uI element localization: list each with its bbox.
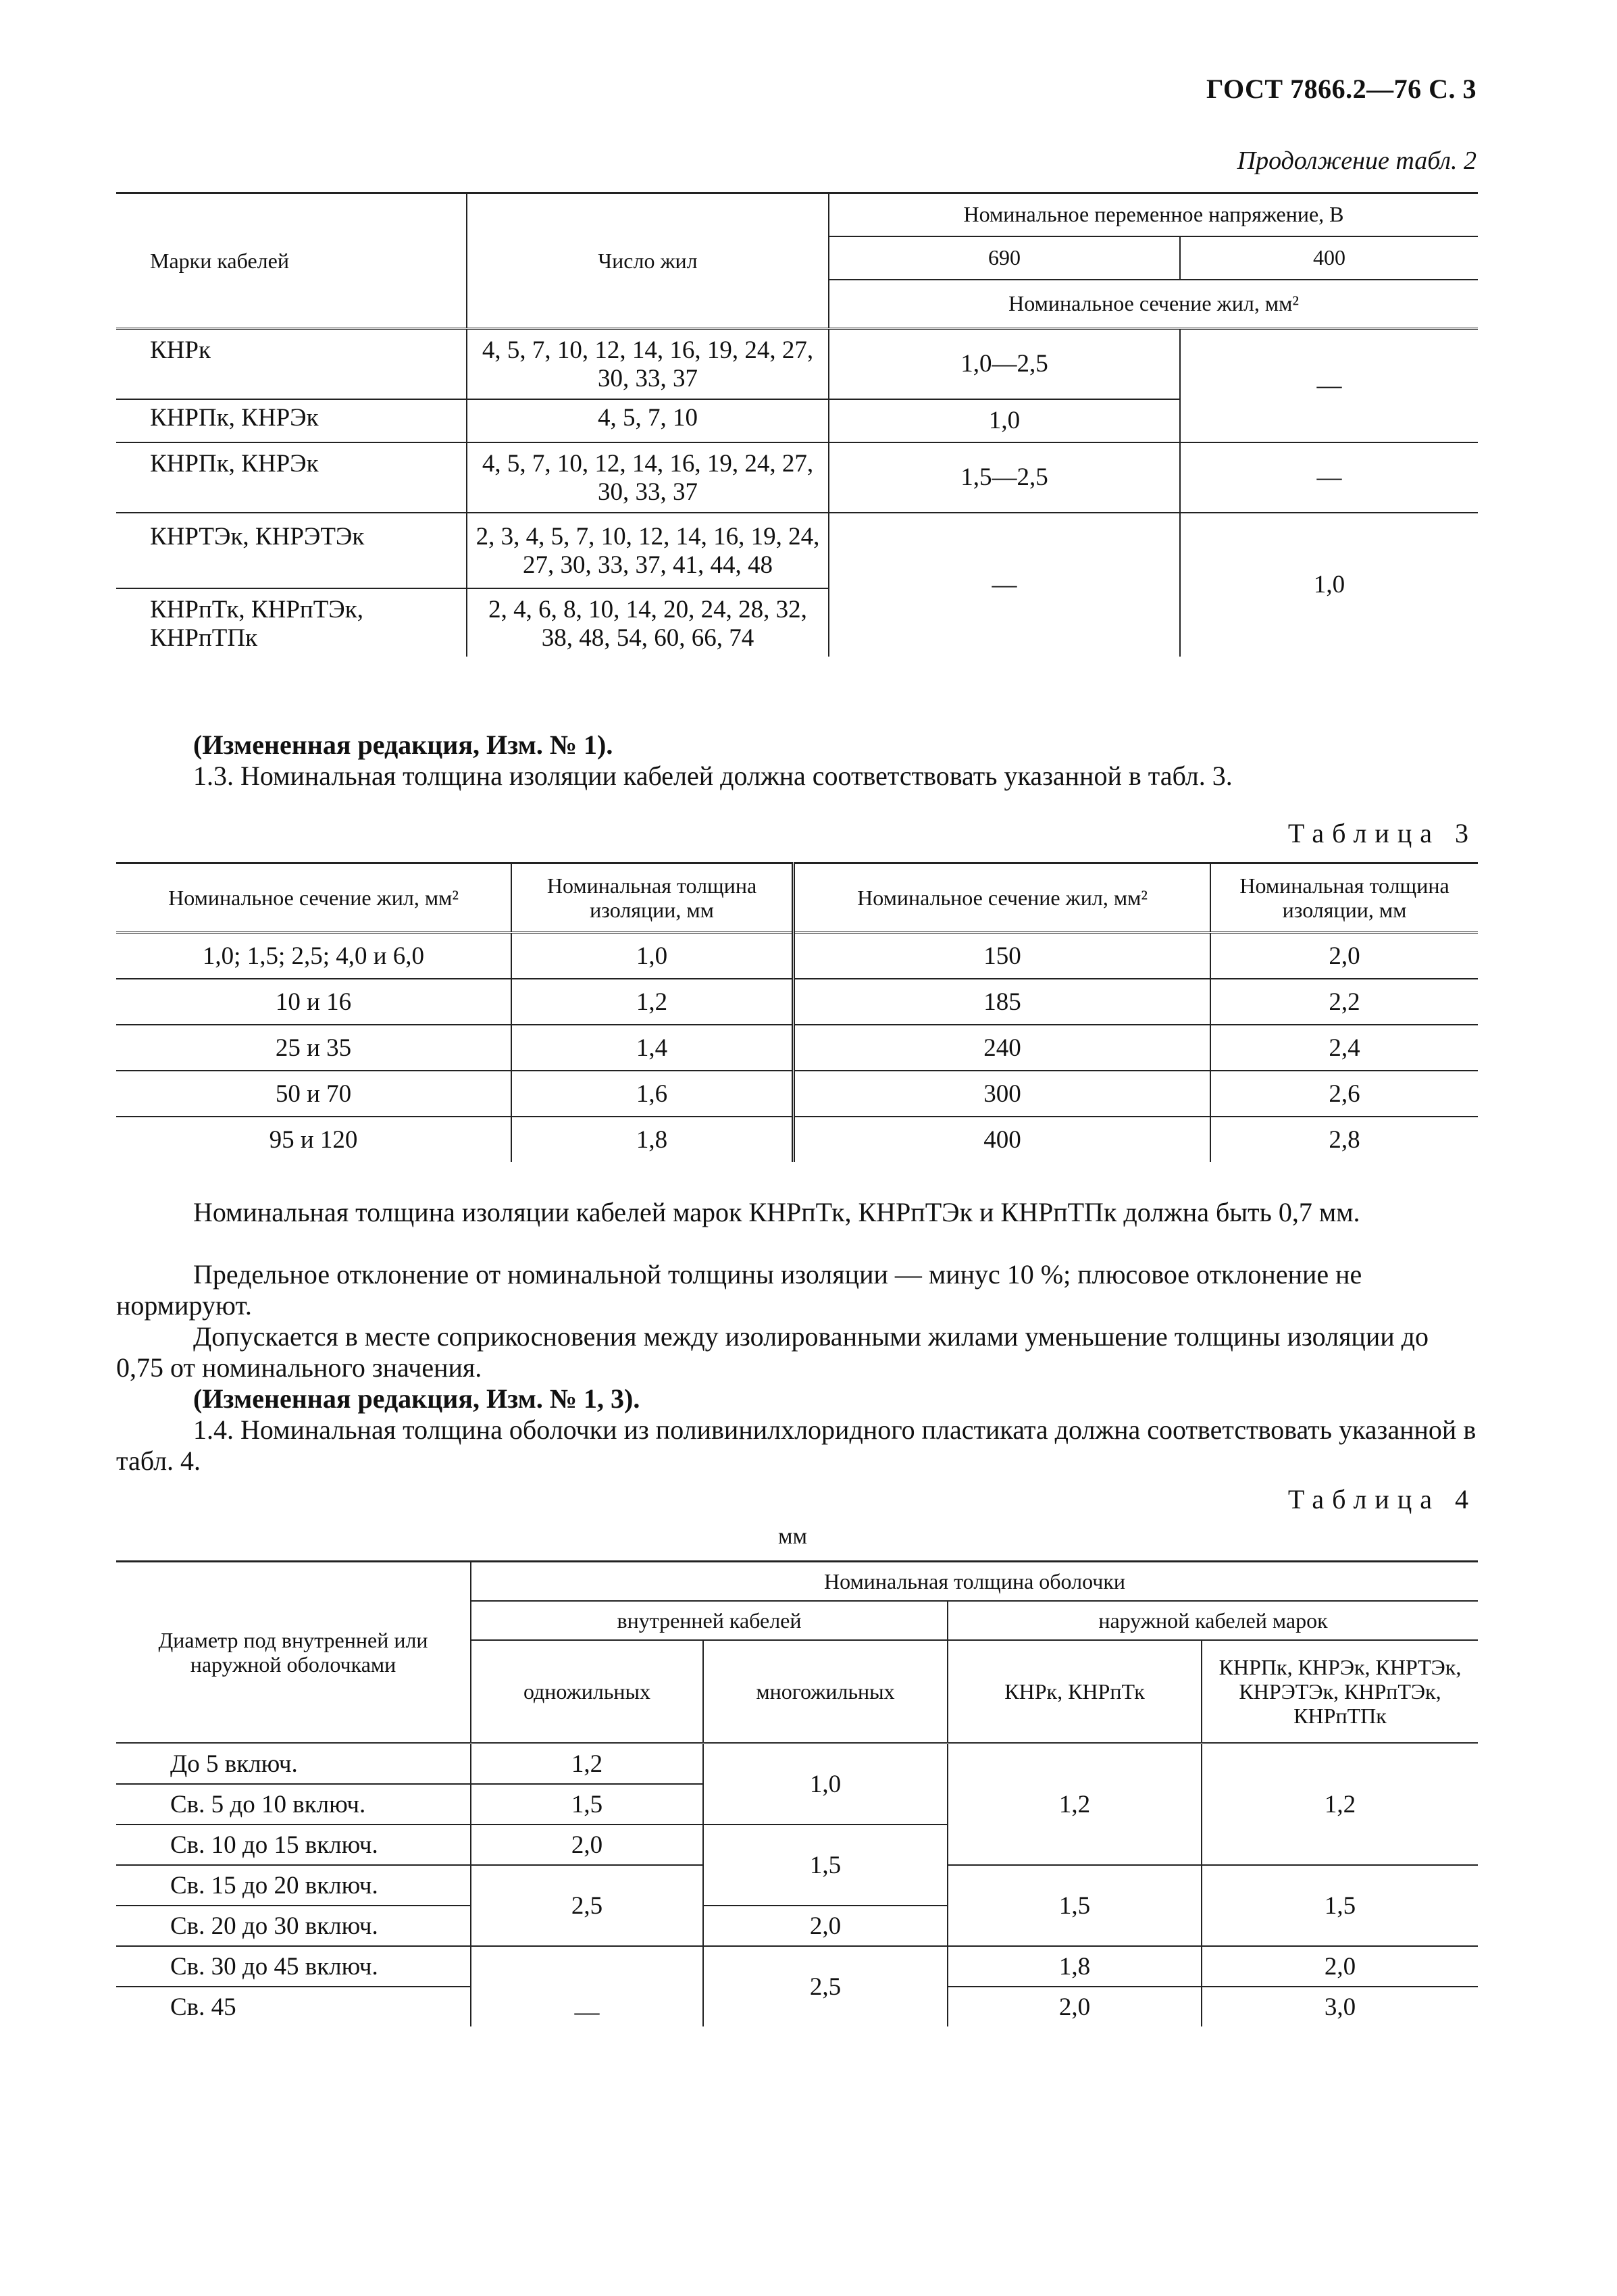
header-thickness: Номинальная толщина изоляции, мм xyxy=(1210,863,1478,933)
cell-section: 95 и 120 xyxy=(269,1125,358,1154)
cell-diameter: Св. 5 до 10 включ. xyxy=(116,1784,471,1825)
header-400: 400 xyxy=(1180,236,1478,280)
header-thickness: Номинальная толщина оболочки xyxy=(471,1562,1478,1602)
header-690: 690 xyxy=(829,236,1180,280)
header-single: одножильных xyxy=(471,1640,703,1743)
cell-single: 2,0 xyxy=(471,1825,703,1865)
table-4 xyxy=(116,1560,1478,2026)
cell-690: 1,0 xyxy=(829,399,1180,442)
header-diameter: Диаметр под внутренней или наружной оболочками xyxy=(116,1562,471,1743)
cell-thickness: 2,2 xyxy=(1210,979,1478,1025)
cell-thickness: 2,6 xyxy=(1210,1071,1478,1117)
table-3-caption: Таблица 3 xyxy=(1287,818,1477,848)
cell-diameter: Св. 10 до 15 включ. xyxy=(116,1825,471,1865)
cell-section: 300 xyxy=(794,1071,1211,1117)
header-brand: Марки кабелей xyxy=(116,193,467,329)
cell-outer-b: 1,2 xyxy=(1202,1743,1478,1866)
cell-outer-b: 2,0 xyxy=(1202,1946,1478,1987)
table-row xyxy=(116,933,1478,979)
table-row xyxy=(116,513,1478,588)
cell-section: 400 xyxy=(794,1117,1211,1162)
cell-single xyxy=(471,1946,703,2026)
cell-400-merged: — xyxy=(1180,329,1478,443)
revision-note: (Измененная редакция, Изм. № 1). xyxy=(193,730,613,760)
cell-brand: КНРПк, КНРЭк xyxy=(116,399,467,442)
cell-thickness: 1,6 xyxy=(511,1071,794,1117)
cell-outer-b: 3,0 xyxy=(1202,1987,1478,2026)
cell-brand: КНРТЭк, КНРЭТЭк xyxy=(116,513,467,588)
cell-thickness: 2,4 xyxy=(1210,1025,1478,1071)
revision-note: (Измененная редакция, Изм. № 1, 3). xyxy=(193,1383,640,1414)
cell-section: 1,0; 1,5; 2,5; 4,0 и 6,0 xyxy=(116,933,511,979)
header-voltage: Номинальное переменное напряжение, В xyxy=(829,193,1478,236)
cell-multi: 1,5 xyxy=(703,1825,948,1906)
paragraph-deviation: Предельное отклонение от номинальной толщины изоляции — минус 10 %; плюсовое отклонение не нормируют. xyxy=(116,1259,1362,1321)
cell-cores: 4, 5, 7, 10, 12, 14, 16, 19, 24, 27, 30, 33, 37 xyxy=(467,442,829,513)
table-row xyxy=(116,1743,1478,1785)
paragraph-text: Номинальная толщина изоляции кабелей марок КНРпТк, КНРпТЭк и КНРпТПк должна быть 0,7 мм. xyxy=(193,1197,1360,1227)
cell-multi: 2,0 xyxy=(703,1906,948,1946)
cell-400: — xyxy=(1180,442,1478,513)
table-3 xyxy=(116,862,1478,1162)
table-row xyxy=(116,1117,1478,1162)
cell-outer-a: 1,5 xyxy=(948,1865,1202,1946)
cell-thickness: 1,2 xyxy=(511,979,794,1025)
paragraph-allowance: Допускается в месте соприкосновения между изолированными жилами уменьшение толщины изоляции до 0,75 от номинального значения. xyxy=(116,1321,1429,1383)
table-row xyxy=(116,1025,1478,1071)
header-section: Номинальное сечение жил, мм² xyxy=(794,863,1211,933)
cell-multi: 1,0 xyxy=(703,1743,948,1825)
clause-1-3: 1.3. Номинальная толщина изоляции кабелей должна соответствовать указанной в табл. 3. xyxy=(193,761,1233,791)
table-row xyxy=(116,329,1478,400)
cell-single-value: — xyxy=(574,1998,600,2026)
cell-thickness: 1,0 xyxy=(511,933,794,979)
header-thickness: Номинальная толщина изоляции, мм xyxy=(511,863,794,933)
cell-690: 1,5—2,5 xyxy=(829,442,1180,513)
paragraph-thin-insulation xyxy=(193,1197,1477,1228)
page-header: ГОСТ 7866.2—76 С. 3 xyxy=(1206,74,1477,104)
cell-single: 2,5 xyxy=(471,1865,703,1946)
header-cores: Число жил xyxy=(467,193,829,329)
header-outer-b: КНРПк, КНРЭк, КНРТЭк, КНРЭТЭк, КНРпТЭк, КНРпТПк xyxy=(1202,1640,1478,1743)
cell-diameter: Св. 20 до 30 включ. xyxy=(116,1906,471,1946)
table-2 xyxy=(116,192,1478,657)
table-row xyxy=(116,1946,1478,1987)
cell-diameter: Св. 30 до 45 включ. xyxy=(116,1946,471,1987)
cell-section: 25 и 35 xyxy=(116,1025,511,1071)
table-4-caption: Таблица 4 xyxy=(1287,1484,1477,1514)
cell-multi: 2,5 xyxy=(703,1946,948,2026)
cell-outer-a: 1,8 xyxy=(948,1946,1202,1987)
cell-cores: 4, 5, 7, 10, 12, 14, 16, 19, 24, 27, 30, 33, 37 xyxy=(467,329,829,400)
cell-outer-b: 1,5 xyxy=(1202,1865,1478,1946)
cell-690: 1,0—2,5 xyxy=(829,329,1180,400)
header-outer-a: КНРк, КНРпТк xyxy=(948,1640,1202,1743)
cell-cores: 4, 5, 7, 10 xyxy=(467,399,829,442)
cell-single: 1,5 xyxy=(471,1784,703,1825)
table-row xyxy=(116,979,1478,1025)
cell-thickness: 1,8 xyxy=(511,1117,794,1162)
cell-brand: КНРпТк, КНРпТЭк, КНРпТПк xyxy=(150,596,363,652)
cell-brand: КНРк xyxy=(116,329,467,400)
cell-cores: 2, 3, 4, 5, 7, 10, 12, 14, 16, 19, 24, 27, 30, 33, 37, 41, 44, 48 xyxy=(467,513,829,588)
cell-diameter: Св. 15 до 20 включ. xyxy=(116,1865,471,1906)
cell-section: 50 и 70 xyxy=(116,1071,511,1117)
cell-outer-a: 2,0 xyxy=(948,1987,1202,2026)
cell-690-merged: — xyxy=(829,513,1180,657)
cell-single: 1,2 xyxy=(471,1743,703,1785)
cell-diameter: Св. 45 xyxy=(170,1993,236,2021)
cell-section: 185 xyxy=(794,979,1211,1025)
cell-section: 240 xyxy=(794,1025,1211,1071)
cell-cores: 2, 4, 6, 8, 10, 14, 20, 24, 28, 32, 38, 48, 54, 60, 66, 74 xyxy=(467,588,829,657)
table-4-unit: мм xyxy=(778,1524,808,1549)
header-inner: внутренней кабелей xyxy=(471,1601,948,1640)
clause-1-4: 1.4. Номинальная толщина оболочки из поливинилхлоридного пластиката должна соответствовать указанной в табл. 4. xyxy=(116,1414,1477,1476)
cell-section: 10 и 16 xyxy=(116,979,511,1025)
cell-thickness: 2,0 xyxy=(1210,933,1478,979)
cell-brand: КНРПк, КНРЭк xyxy=(116,442,467,513)
cell-thickness: 2,8 xyxy=(1210,1117,1478,1162)
table-row xyxy=(116,442,1478,513)
cell-400-merged: 1,0 xyxy=(1180,513,1478,657)
cell-section: 150 xyxy=(794,933,1211,979)
header-section: Номинальное сечение жил, мм² xyxy=(116,863,511,933)
header-outer: наружной кабелей марок xyxy=(948,1601,1478,1640)
table-continuation-label: Продолжение табл. 2 xyxy=(1237,147,1477,175)
cell-thickness: 1,4 xyxy=(511,1025,794,1071)
header-section: Номинальное сечение жил, мм² xyxy=(829,280,1478,329)
table-row xyxy=(116,1071,1478,1117)
header-multi: многожильных xyxy=(703,1640,948,1743)
cell-diameter: До 5 включ. xyxy=(116,1743,471,1785)
cell-outer-a: 1,2 xyxy=(948,1743,1202,1866)
